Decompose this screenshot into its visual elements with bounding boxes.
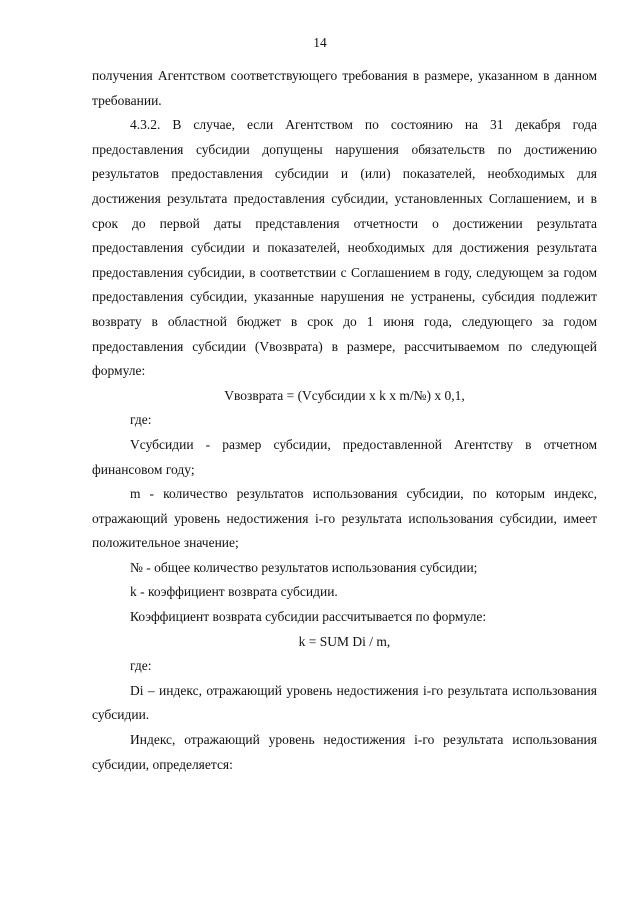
formula-refund-volume: Vвозврата = (Vсубсидии x k x m/№) x 0,1, xyxy=(224,387,465,403)
definition-di: Di – индекс, отражающий уровень недостижения i-го результата использования субсидии. xyxy=(92,682,597,723)
document-body xyxy=(92,64,597,777)
clause-4-3-2: 4.3.2. В случае, если Агентством по состоянию на 31 декабря года предоставления субсидии допущены нарушения обязательств по достижению результатов предоставления субсидии и (или) показателей, необходимых для достижения результата предоставления субсидии, установленных Соглашением, и в срок до первой даты представления отчетности о достижении результата предоставления субсидии и показателей, необходимых для достижения результата предоставления субсидии, в соответствии с Соглашением в году, следующем за годом предоставления субсидии, указанные нарушения не устранены, субсидия подлежит возврату в областной бюджет в срок до 1 июня года, следующего за годом предоставления субсидии (Vвозврата) в размере, рассчитываемом по следующей формуле: xyxy=(92,117,597,379)
definition-k: k - коэффициент возврата субсидии. xyxy=(130,584,338,600)
where-label: где: xyxy=(130,412,152,428)
page-number: 14 xyxy=(313,35,327,50)
coefficient-intro: Коэффициент возврата субсидии рассчитывается по формуле: xyxy=(130,609,487,625)
index-definition-intro: Индекс, отражающий уровень недостижения i-го результата использования субсидии, определяется: xyxy=(92,732,597,772)
where-label-2: где: xyxy=(130,658,152,674)
definition-total-count: № - общее количество результатов использования субсидии; xyxy=(130,559,478,575)
formula-coefficient: k = SUM Di / m, xyxy=(298,633,391,649)
paragraph-continuation: получения Агентством соответствующего требования в размере, указанном в данном требовании. xyxy=(92,68,597,108)
definition-m: m - количество результатов использования субсидии, по которым индекс, отражающий уровень недостижения i-го результата использования субсидии, имеет положительное значение; xyxy=(92,486,597,551)
definition-v-subsidy: Vсубсидии - размер субсидии, предоставленной Агентству в отчетном финансовом году; xyxy=(92,436,597,477)
